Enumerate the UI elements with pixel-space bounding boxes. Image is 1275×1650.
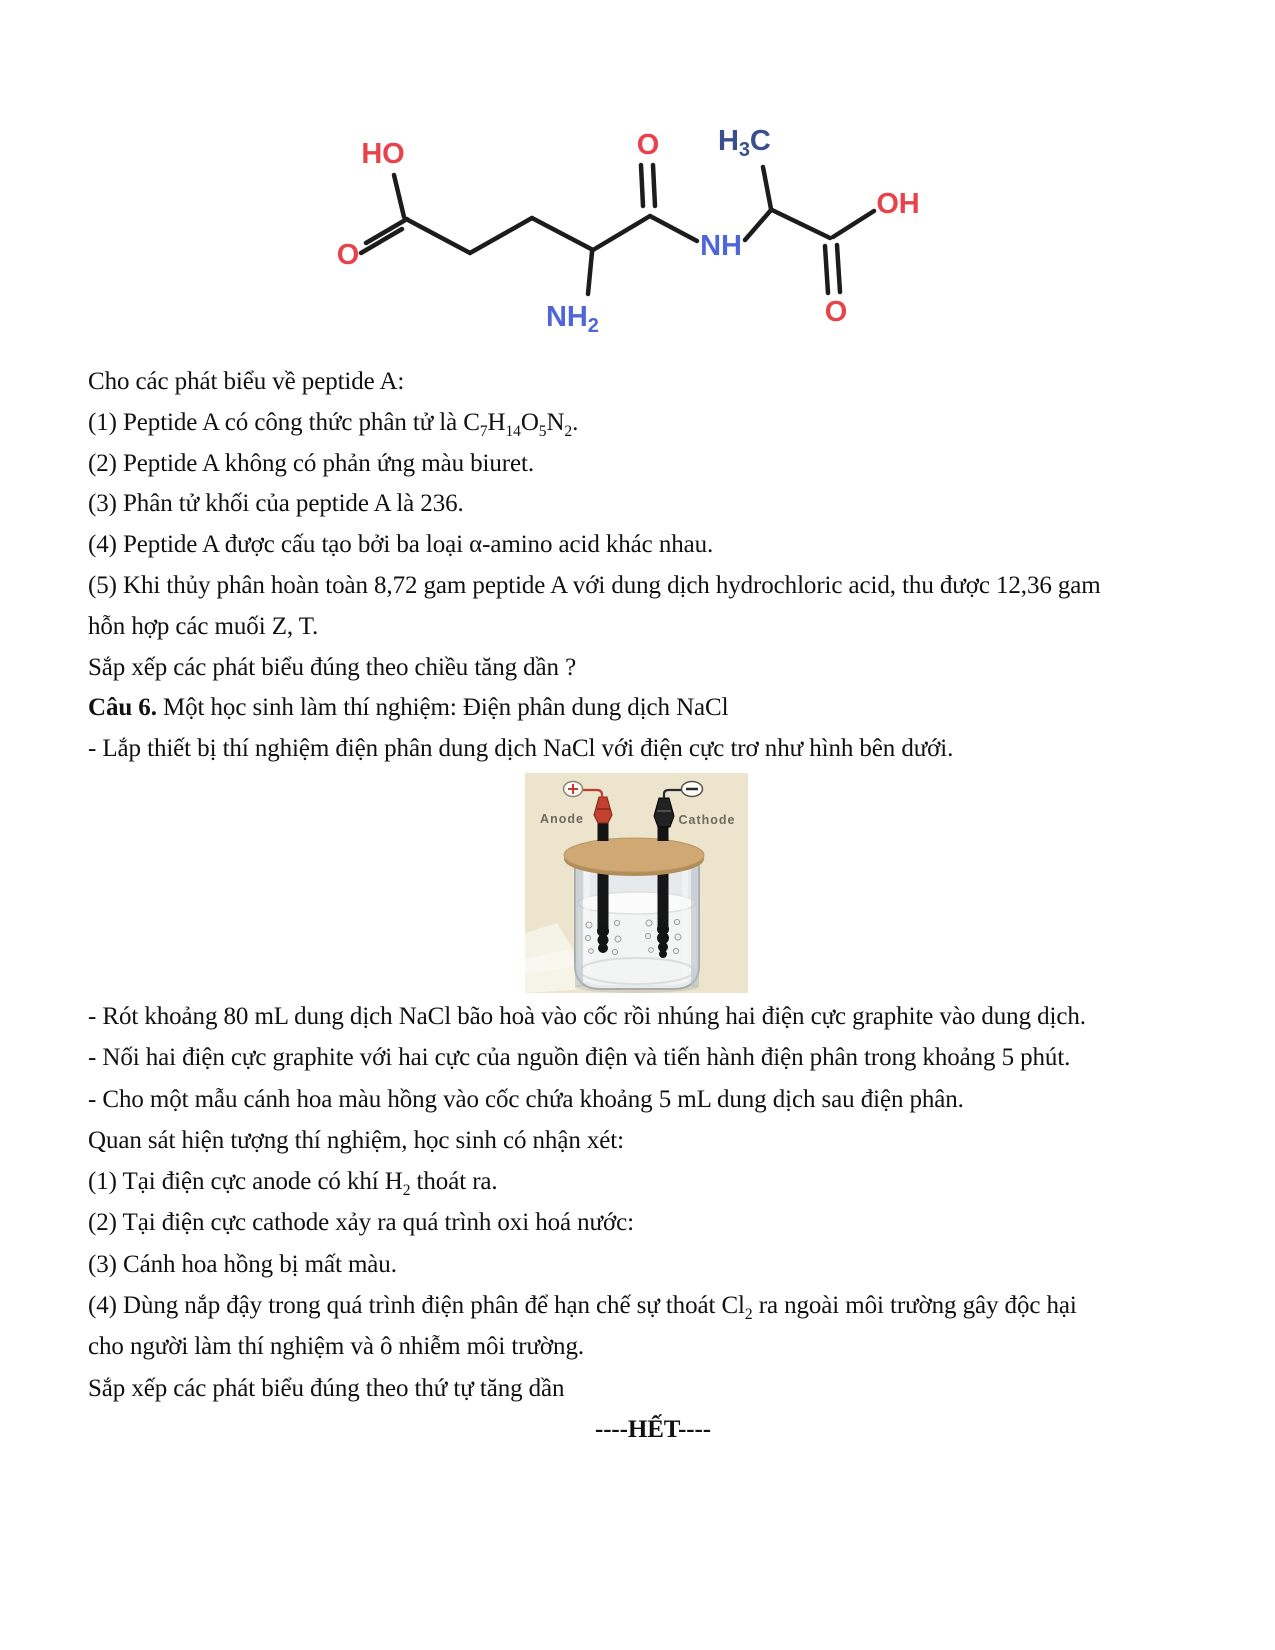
atom-label-h3c: [718, 125, 771, 161]
atom-label-ho: HO: [361, 138, 405, 170]
atom-label-oh: OH: [876, 188, 920, 220]
bond-lines: [361, 165, 874, 294]
text-line: (3) Cánh hoa hồng bị mất màu.: [88, 1250, 397, 1278]
atom-label-nh: NH: [700, 230, 742, 262]
atom-label-nh2: [546, 301, 599, 337]
text-line: (2) Peptide A không có phản ứng màu biuret.: [88, 449, 534, 477]
h3c-h: H: [718, 125, 739, 157]
h3c-subscript: 3: [738, 139, 750, 161]
question-text-lower: [88, 996, 1218, 1450]
text-line: (4) Dùng nắp đậy trong quá trình điện phân để hạn chế sự thoát $Cl_2$ ra ngoài môi trường gây độc hại: [88, 1292, 1077, 1324]
liquid-surface: [578, 892, 696, 914]
text-line: Sắp xếp các phát biểu đúng theo thứ tự tăng dần: [88, 1374, 565, 1402]
text-line: (4) Peptide A được cấu tạo bởi ba loại α-amino acid khác nhau.: [88, 531, 714, 559]
minus-terminal-icon: [682, 782, 703, 797]
cathode-label: Cathode: [678, 813, 736, 827]
text-line: Quan sát hiện tượng thí nghiệm, học sinh có nhận xét:: [88, 1126, 624, 1154]
text-line: Câu 6. Một học sinh làm thí nghiệm: Điện phân dung dịch NaCl: [88, 694, 729, 722]
lid-top: [564, 838, 704, 872]
text-line: - Cho một mẫu cánh hoa màu hồng vào cốc chứa khoảng 5 mL dung dịch sau điện phân.: [88, 1085, 964, 1113]
electrolysis-figure: [525, 773, 748, 993]
atom-label-o-mid: O: [636, 129, 660, 161]
text-line: (2) Tại điện cực cathode xảy ra quá trình oxi hoá nước:: [88, 1209, 634, 1237]
atom-label-o-right: O: [824, 296, 848, 328]
text-line: Sắp xếp các phát biểu đúng theo chiều tăng dần ?: [88, 653, 577, 681]
beaker-liquid: [578, 903, 696, 985]
text-line: (1) Tại điện cực anode có khí $H_2$ thoát ra.: [88, 1168, 498, 1200]
anode-label: Anode: [540, 812, 584, 826]
text-line: cho người làm thí nghiệm và ô nhiễm môi trường.: [88, 1333, 584, 1361]
nh2-main: NH: [546, 301, 588, 333]
nh2-subscript: 2: [587, 315, 599, 337]
text-line: (5) Khi thủy phân hoàn toàn 8,72 gam peptide A với dung dịch hydrochloric acid, thu được 12,36 gam: [88, 571, 1101, 599]
h3c-c: C: [749, 125, 771, 157]
atom-label-o-left: O: [336, 239, 360, 271]
text-line: - Lắp thiết bị thí nghiệm điện phân dung dịch NaCl với điện cực trơ như hình bên dưới.: [88, 735, 954, 763]
text-line: - Rót khoảng 80 mL dung dịch NaCl bão hoà vào cốc rồi nhúng hai điện cực graphite vào dung dịch.: [88, 1003, 1086, 1030]
cathode-electrode-submerged: [657, 872, 669, 958]
text-line: (3) Phân tử khối của peptide A là 236.: [88, 490, 464, 518]
question-text-upper: [88, 362, 1218, 770]
plus-terminal-icon: [564, 782, 583, 797]
text-line: (1) Peptide A có công thức phân tử là $C_7H_{14}O_5N_2$.: [88, 408, 579, 440]
peptide-structure-figure: [320, 105, 940, 340]
text-line: Cho các phát biểu về peptide A:: [88, 368, 405, 395]
text-line: hỗn hợp các muối Z, T.: [88, 612, 319, 640]
text-line: ----HẾT----: [594, 1415, 711, 1443]
anode-electrode-submerged: [597, 872, 609, 953]
text-line: - Nối hai điện cực graphite với hai cực của nguồn điện và tiến hành điện phân trong khoảng 5 phút.: [88, 1044, 1071, 1072]
